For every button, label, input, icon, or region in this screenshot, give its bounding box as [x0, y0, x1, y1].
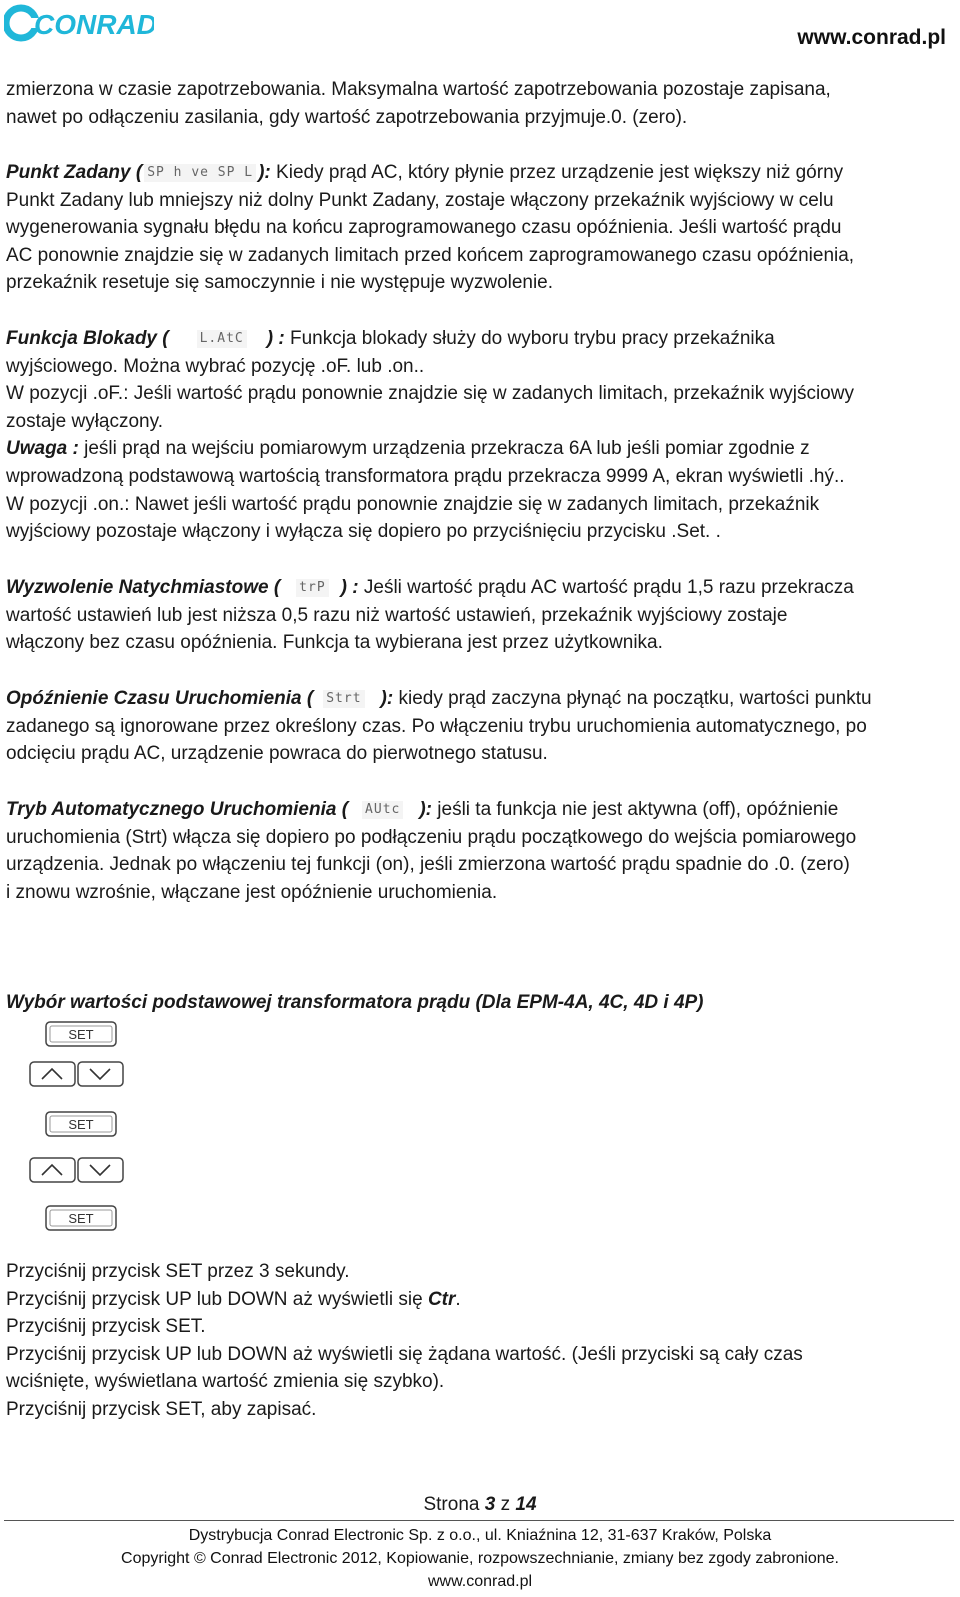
warning-term: Uwaga :: [6, 438, 79, 460]
text-line: przekaźnik resetuje się samoczynnie i nie występuje wyzwolenie.: [6, 272, 554, 294]
term-close: ) :: [340, 577, 359, 598]
text-line: wyjściowego. Można wybrać pozycję .oF. lub .on..: [6, 355, 425, 377]
text-line: [6, 325, 950, 353]
text-line: [6, 435, 950, 463]
footer-copyright: Copyright © Conrad Electronic 2012, Kopiowanie, rozpowszechnianie, zmiany bez zgody zabronione.: [121, 1550, 839, 1567]
auto-start-paragraph: [6, 796, 950, 906]
term-close: ):: [258, 162, 271, 183]
footer-divider: [4, 1520, 954, 1521]
step-item: Przyciśnij przycisk SET przez 3 sekundy.: [6, 1261, 350, 1282]
text-span: Kiedy prąd AC, który płynie przez urządzenie jest większy niż górny: [270, 162, 844, 183]
text-span: Funkcja blokady służy do wyboru trybu pracy przekaźnika: [284, 328, 775, 349]
text-line: [6, 685, 950, 713]
lcd-trip-icon: trP: [296, 579, 328, 597]
text-line: wartość ustawień lub jest niższa 0,5 razu niż wartość ustawień, przekaźnik wyjściowy zostaje: [6, 604, 788, 626]
text-line: [6, 159, 950, 187]
header-site-url[interactable]: www.conrad.pl: [797, 26, 946, 49]
text-line: włączony bez czasu opóźnienia. Funkcja ta wybierana jest przez użytkownika.: [6, 632, 663, 654]
section-heading: Wybór wartości podstawowej transformatora prądu (Dla EPM-4A, 4C, 4D i 4P): [6, 992, 704, 1013]
lcd-latch-icon: L.AtC: [197, 330, 247, 348]
text-line: urządzenia. Jednak po włączeniu tej funkcji (on), jeśli zmierzona wartość prądu spadnie do .0. (zero): [6, 854, 850, 876]
svg-text:CONRAD: CONRAD: [34, 9, 154, 40]
text-line: AC ponownie znajdzie się w zadanych limitach przed końcem zaprogramowanego czasu opóźnienia,: [6, 244, 855, 266]
instant-trip-term: Wyzwolenie Natychmiastowe (: [6, 577, 281, 598]
instant-trip-paragraph: [6, 574, 950, 657]
text-line: [6, 574, 950, 602]
text-span: z: [495, 1494, 516, 1515]
lcd-setpoint-icon: SP h ve SP L: [144, 164, 256, 182]
ctr-code: Ctr: [427, 1288, 456, 1310]
set-button: [46, 1206, 116, 1230]
setpoint-term: Punkt Zadany (: [6, 162, 143, 183]
term-close: ):: [419, 799, 433, 820]
text-line: zadanego są ignorowane przez określony czas. Po włączeniu trybu uruchomienia automatycznego, po: [6, 715, 867, 737]
lcd-start-icon: Strt: [323, 690, 364, 708]
text-line: wygenerowania sygnału błędu na końcu zaprogramowanego czasu opóźnienia. Jeśli wartość prądu: [6, 217, 842, 239]
term-close: ) :: [266, 328, 285, 349]
latch-term: Funkcja Blokady (: [6, 328, 169, 349]
text-line: wprowadzoną podstawową wartością transformatora prądu przekracza 9999 A, ekran wyświetli .hý..: [6, 465, 845, 487]
text-span: kiedy prąd zaczyna płynąć na początku, wartości punktu: [393, 688, 872, 709]
text-line: W pozycji .on.: Nawet jeśli wartość prądu ponownie znajdzie się w zadanych limitach, przekaźnik: [6, 493, 820, 515]
button-sequence-diagram: [26, 1020, 126, 1260]
step-item-continued: wciśnięte, wyświetlana wartość zmienia się szybko).: [6, 1371, 445, 1393]
term-close: ):: [380, 688, 394, 709]
up-button: [30, 1062, 75, 1086]
text-line: zmierzona w czasie zapotrzebowania. Maksymalna wartość zapotrzebowania pozostaje zapisana,: [6, 79, 831, 100]
text-line: [6, 796, 950, 824]
footer-distribution: Dystrybucja Conrad Electronic Sp. z o.o., ul. Kniaźnina 12, 31-637 Kraków, Polska: [188, 1527, 772, 1544]
up-button: [30, 1158, 75, 1182]
total-pages: 14: [515, 1494, 537, 1515]
text-span: jeśli ta funkcja nie jest aktywna (off), opóźnienie: [432, 799, 839, 820]
text-line: W pozycji .oF.: Jeśli wartość prądu ponownie znajdzie się w zadanych limitach, przekaźnik wyjściowy: [6, 383, 854, 405]
instruction-steps: [6, 1258, 950, 1424]
page-number: [0, 1494, 960, 1516]
setpoint-paragraph: [6, 159, 950, 297]
set-button: [46, 1022, 116, 1046]
conrad-logo: [4, 4, 154, 42]
text-line: Punkt Zadany lub mniejszy niż dolny Punkt Zadany, zostaje włączony przekaźnik wyjściowy w celu: [6, 189, 834, 211]
latch-paragraph: [6, 325, 950, 546]
text-span: jeśli prąd na wejściu pomiarowym urządzenia przekracza 6A lub jeśli pomiar zgodnie z: [78, 438, 810, 460]
auto-start-term: Tryb Automatycznego Uruchomienia (: [6, 799, 349, 820]
text-line: wyjściowy pozostaje włączony i wyłącza się dopiero po przyciśnięciu przycisku .Set. .: [6, 521, 721, 543]
text-span: .: [455, 1288, 461, 1310]
text-line: uruchomienia (Strt) włącza się dopiero po podłączeniu prądu początkowego do wejścia pomiarowego: [6, 826, 857, 848]
step-item: [6, 1286, 950, 1314]
text-line: nawet po odłączeniu zasilania, gdy wartość zapotrzebowania przyjmuje.0. (zero).: [6, 106, 688, 128]
down-button: [78, 1062, 123, 1086]
svg-text:SET: SET: [68, 1027, 94, 1042]
intro-paragraph: [6, 76, 950, 131]
up-down-buttons: [30, 1158, 123, 1182]
step-item: Przyciśnij przycisk SET.: [6, 1316, 206, 1338]
text-span: Strona: [423, 1494, 485, 1515]
step-item: Przyciśnij przycisk SET, aby zapisać.: [6, 1398, 317, 1420]
text-line: i znowu wzrośnie, włączane jest opóźnienie uruchomienia.: [6, 881, 498, 903]
step-item: Przyciśnij przycisk UP lub DOWN aż wyświetli się żądana wartość. (Jeśli przyciski są cały czas: [6, 1343, 803, 1365]
text-span: Jeśli wartość prądu AC wartość prądu 1,5 razu przekracza: [358, 577, 854, 598]
text-span: Przyciśnij przycisk UP lub DOWN aż wyświetli się: [6, 1288, 428, 1310]
up-down-buttons: [30, 1062, 123, 1086]
set-button: [46, 1112, 116, 1136]
lcd-auto-icon: AUtc: [362, 801, 403, 819]
svg-text:SET: SET: [68, 1117, 94, 1132]
footer-url[interactable]: www.conrad.pl: [427, 1573, 533, 1590]
text-line: zostaje wyłączony.: [6, 410, 163, 432]
down-button: [78, 1158, 123, 1182]
svg-text:SET: SET: [68, 1211, 94, 1226]
current-page: 3: [484, 1494, 496, 1515]
start-delay-term: Opóźnienie Czasu Uruchomienia (: [6, 688, 314, 709]
text-line: odcięciu prądu AC, urządzenie powraca do pierwotnego statusu.: [6, 743, 548, 765]
start-delay-paragraph: [6, 685, 950, 768]
